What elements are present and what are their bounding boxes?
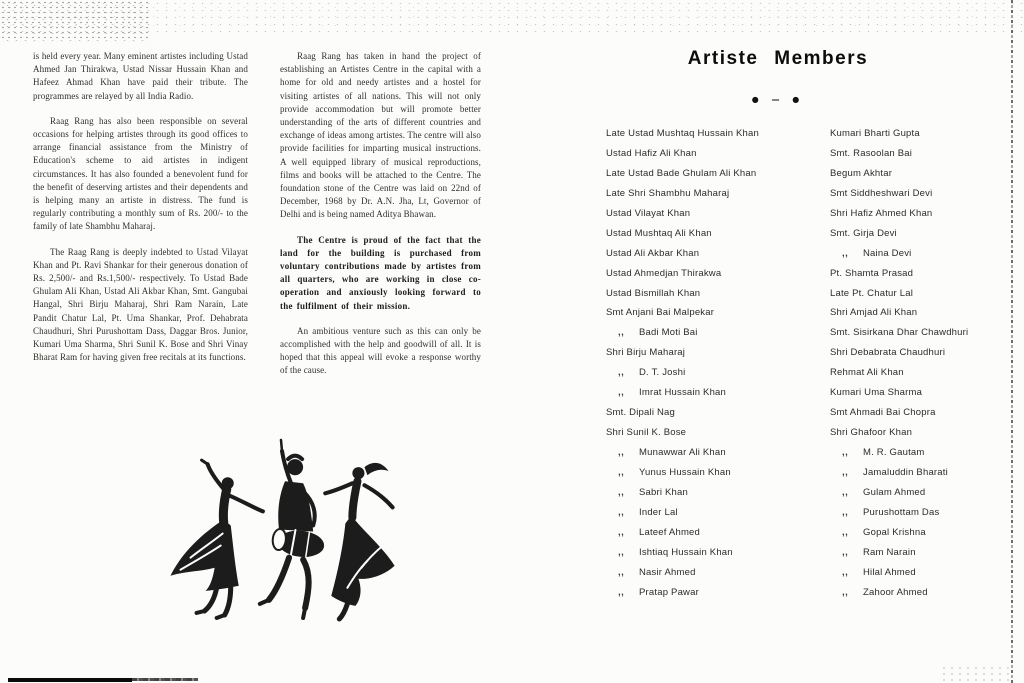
body-paragraph: An ambitious venture such as this can only be accomplished with the help and goodwill of all. It is hoped that this appeal will evoke a response worthy of the cause. — [280, 325, 481, 376]
ditto-mark: ,, — [618, 566, 625, 578]
ditto-mark: ,, — [842, 506, 849, 518]
left-page-column-2 — [280, 50, 481, 390]
member-name: Purushottam Das — [863, 506, 940, 518]
member-list-item — [830, 503, 968, 523]
member-name: Shri Amjad Ali Khan — [830, 307, 918, 319]
member-name: Ram Narain — [863, 546, 916, 558]
body-paragraph: Raag Rang has taken in hand the project of establishing an Artistes Centre in the capital with a home for old and needy artistes and a hostel for visiting artistes of all nations. This will not only provide accommodation but will promote better understanding of the arts of different countries and exchange of ideas among artistes. The centre will also provide facilities for imparting musical instructions. A well equipped library of musical reproductions, films and books will be attached to the Centre. The foundation stone of the Centre was laid on 22nd of December, 1968 by Dr. A.N. Jha, Lt, Governor of Delhi and is being named Aditya Bhawan. — [280, 51, 481, 220]
member-name: Late Shri Shambhu Maharaj — [606, 187, 730, 199]
member-list-item — [830, 144, 968, 164]
member-name: D. T. Joshi — [639, 367, 686, 379]
ditto-mark: ,, — [618, 486, 625, 498]
ditto-mark: ,, — [618, 447, 625, 458]
member-name: Naina Devi — [863, 247, 912, 259]
member-list-item — [830, 363, 968, 383]
member-name: Munawwar Ali Khan — [639, 447, 726, 458]
member-name: Shri Birju Maharaj — [606, 347, 686, 359]
member-list-item — [830, 383, 968, 403]
ditto-mark: ,, — [618, 367, 625, 379]
body-paragraph: Raag Rang has also been responsible on several occasions for helping artistes through its good offices to arrange financial assistance from the Ministry of Education's scheme to aid artistes in indigent circumstances. It has also founded a benevolent fund for the benefit of deserving artistes and their dependents and is helping many an artiste in distress. The fund is regularly contributing a monthly sum of Rs. 200/- to the family of late Shambhu Maharaj. — [33, 115, 248, 232]
member-list-item — [606, 503, 759, 523]
left-page-column-1 — [33, 50, 248, 376]
member-list-item — [830, 303, 968, 323]
ditto-mark: ,, — [618, 387, 625, 399]
page-edge-dashed-line — [1011, 0, 1013, 683]
member-name: Shri Ghafoor Khan — [830, 427, 913, 439]
scan-noise-top — [0, 0, 1024, 34]
ditto-mark: ,, — [842, 526, 849, 538]
member-name: Ustad Hafiz Ali Khan — [606, 147, 697, 159]
member-name: Lateef Ahmed — [639, 526, 701, 538]
member-name: Smt. Girja Devi — [830, 227, 897, 239]
member-list-item — [606, 523, 759, 543]
ditto-mark: ,, — [618, 327, 625, 339]
member-list-item — [606, 363, 759, 383]
body-paragraph: is held every year. Many eminent artistes including Ustad Ahmed Jan Thirakwa, Ustad Nissar Hussain Khan and Hafeez Ahmad Khan have paid their tribute. The programmes are relayed by all India Radio. — [33, 51, 248, 101]
member-list-item — [606, 483, 759, 503]
member-name: Smt Anjani Bai Malpekar — [606, 307, 715, 319]
member-name: Ustad Bismillah Khan — [606, 287, 701, 299]
ditto-mark: ,, — [842, 486, 849, 498]
member-list-item — [830, 164, 968, 184]
member-name: Gulam Ahmed — [863, 486, 926, 498]
member-name: Yunus Hussain Khan — [639, 466, 731, 478]
ditto-mark: ,, — [618, 506, 625, 518]
member-list-item — [606, 403, 759, 423]
ditto-mark: ,, — [618, 466, 625, 478]
member-list-item — [606, 443, 759, 463]
member-name: Imrat Hussain Khan — [639, 387, 727, 399]
member-name: Zahoor Ahmed — [863, 586, 928, 598]
member-list-item — [606, 323, 759, 343]
body-paragraph-bold: The Centre is proud of the fact that the land for the building is purchased from voluntary contributions made by artistes from all quarters, who are working in close co-operation and anxiously looking forward to the fulfilment of their mission. — [280, 234, 481, 311]
member-list-item — [606, 264, 759, 284]
member-list-item — [606, 184, 759, 204]
member-name: Pratap Pawar — [639, 586, 699, 598]
member-name: Late Ustad Mushtaq Hussain Khan — [606, 128, 760, 139]
member-name: Ustad Ali Akbar Khan — [606, 247, 700, 259]
member-list-item — [830, 483, 968, 503]
member-name: Nasir Ahmed — [639, 566, 696, 578]
member-list-item — [606, 383, 759, 403]
member-name: Begum Akhtar — [830, 167, 893, 179]
member-list-item — [606, 423, 759, 443]
member-name: Smt. Dipali Nag — [606, 407, 675, 419]
member-list-item — [606, 164, 759, 184]
member-list-item — [830, 284, 968, 304]
member-list-item — [830, 264, 968, 284]
ditto-mark: ,, — [842, 466, 849, 478]
member-name: Shri Hafiz Ahmed Khan — [830, 207, 933, 219]
member-list-item — [830, 523, 968, 543]
member-name: Sabri Khan — [639, 486, 689, 498]
scan-noise-top-left — [0, 0, 150, 42]
member-list-item — [606, 303, 759, 323]
member-name: Late Ustad Bade Ghulam Ali Khan — [606, 167, 757, 179]
scan-artifact-bar — [8, 678, 132, 682]
title-ornament: ● — ● — [751, 95, 805, 104]
member-list-item — [606, 124, 759, 144]
member-list-item — [830, 543, 968, 563]
ditto-mark: ,, — [842, 586, 849, 598]
member-list-item — [830, 423, 968, 443]
member-name: Gopal Krishna — [863, 526, 926, 538]
member-name: Pt. Shamta Prasad — [830, 267, 914, 279]
member-name: Late Pt. Chatur Lal — [830, 287, 914, 299]
member-list-item — [830, 563, 968, 583]
member-list-item — [606, 224, 759, 244]
member-name: Rehmat Ali Khan — [830, 367, 904, 379]
member-list-item — [606, 284, 759, 304]
member-list-item — [830, 244, 968, 264]
ditto-mark: ,, — [842, 247, 849, 259]
ditto-mark: ,, — [618, 586, 625, 598]
folk-dancers-illustration — [160, 437, 402, 623]
member-list-item — [830, 583, 968, 603]
member-name: Hilal Ahmed — [863, 566, 916, 578]
member-name: Kumari Uma Sharma — [830, 387, 923, 399]
ditto-mark: ,, — [842, 546, 849, 558]
ditto-mark: ,, — [842, 447, 849, 458]
member-list-item — [830, 343, 968, 363]
member-list-item — [606, 463, 759, 483]
member-name: Shri Sunil K. Bose — [606, 427, 687, 439]
body-paragraph: The Raag Rang is deeply indebted to Ustad Vilayat Khan and Pt. Ravi Shankar for their generous donation of Rs. 2,500/- and Rs.1,500/- respectively. To Ustad Bade Ghulam Ali Khan, Ustad Ali Akbar Khan, Smt. Gangubai Hangal, Shri Birju Maharaj, Shri Ram Narain, Late Pandit Chatur Lal, Pt. Uma Shankar, Prof. Dehabrata Chaudhuri, Shri Purushottam Dass, Daggar Bros. Junior, Kumari Uma Sharma, Shri Sunil K. Bose and Shri Vinay Bharat Ram for having given free recitals at its functions. — [33, 246, 248, 363]
member-name: Badi Moti Bai — [639, 327, 698, 339]
page-title: Artiste Members — [687, 48, 869, 69]
member-list-item — [606, 244, 759, 264]
member-name: Smt. Rasoolan Bai — [830, 147, 913, 159]
member-name: Smt Siddheshwari Devi — [830, 187, 933, 199]
ditto-mark: ,, — [618, 546, 625, 558]
member-list-item — [606, 343, 759, 363]
member-name: M. R. Gautam — [863, 447, 925, 458]
members-column-2 — [830, 124, 968, 603]
member-name: Smt Ahmadi Bai Chopra — [830, 407, 936, 419]
member-name: Ustad Vilayat Khan — [606, 207, 691, 219]
member-list-item — [830, 124, 968, 144]
member-list-item — [830, 323, 968, 343]
scan-artifact-bar-faded — [132, 678, 198, 681]
members-column-1 — [606, 124, 759, 603]
member-list-item — [830, 184, 968, 204]
ditto-mark: ,, — [618, 526, 625, 538]
member-list-item — [606, 144, 759, 164]
member-list-item — [830, 443, 968, 463]
member-list-item — [606, 583, 759, 603]
member-name: Jamaluddin Bharati — [863, 466, 948, 478]
member-list-item — [830, 463, 968, 483]
member-list-item — [830, 224, 968, 244]
member-name: Inder Lal — [639, 506, 678, 518]
member-name: Ishtiaq Hussain Khan — [639, 546, 733, 558]
member-list-item — [606, 204, 759, 224]
member-list-item — [830, 403, 968, 423]
ditto-mark: ,, — [842, 566, 849, 578]
member-name: Ustad Ahmedjan Thirakwa — [606, 267, 722, 279]
member-list-item — [606, 563, 759, 583]
member-name: Kumari Bharti Gupta — [830, 128, 920, 139]
member-name: Smt. Sisirkana Dhar Chawdhuri — [830, 327, 969, 339]
member-list-item — [830, 204, 968, 224]
scan-noise-bottom-right — [940, 665, 1010, 681]
member-list-item — [606, 543, 759, 563]
member-name: Shri Debabrata Chaudhuri — [830, 347, 946, 359]
member-name: Ustad Mushtaq Ali Khan — [606, 227, 712, 239]
